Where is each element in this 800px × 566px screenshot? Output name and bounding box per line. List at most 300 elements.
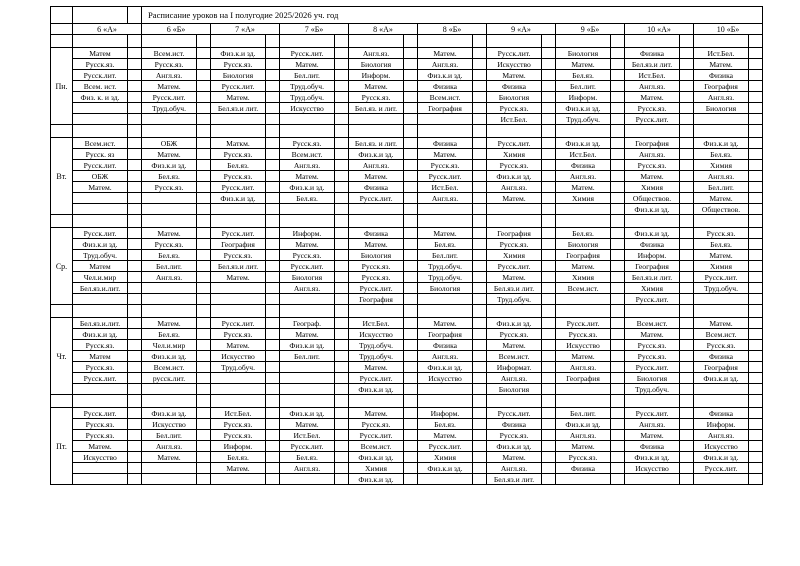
room-cell	[266, 228, 280, 239]
day-separator-row	[51, 35, 763, 48]
subject-cell: Матем	[73, 351, 128, 362]
room-cell	[404, 283, 418, 294]
subject-cell: Русск.яз.	[142, 239, 197, 250]
lesson-row	[51, 81, 763, 92]
empty-cell	[335, 35, 349, 48]
room-cell	[749, 318, 763, 329]
subject-cell: Бел.лит.	[280, 70, 335, 81]
empty-cell	[280, 215, 335, 228]
room-cell	[473, 362, 487, 373]
room-cell	[266, 81, 280, 92]
subject-cell: Химия	[556, 272, 611, 283]
subject-cell: Русск.яз.	[625, 103, 680, 114]
subject-cell: Бел.яз.и лит.	[625, 272, 680, 283]
room-cell	[197, 408, 211, 419]
subject-cell	[694, 474, 749, 485]
lesson-row	[51, 138, 763, 149]
empty-cell	[142, 215, 197, 228]
subject-cell: Ист.Бел.	[694, 48, 749, 59]
room-cell	[335, 351, 349, 362]
empty-cell	[404, 215, 418, 228]
subject-cell: Всем. ист.	[73, 81, 128, 92]
subject-cell: Бел.яз.	[418, 239, 473, 250]
room-cell	[266, 430, 280, 441]
subject-cell: Информ.	[349, 70, 404, 81]
subject-cell: Русск.яз.	[349, 261, 404, 272]
empty-cell	[51, 35, 73, 48]
empty-cell	[349, 35, 404, 48]
lesson-row	[51, 419, 763, 430]
subject-cell: Физ.к.и зд.	[142, 408, 197, 419]
subject-cell: Матем.	[211, 340, 266, 351]
subject-cell: География	[556, 250, 611, 261]
subject-cell: Русск.яз.	[211, 250, 266, 261]
lesson-row	[51, 329, 763, 340]
empty-cell	[680, 305, 694, 318]
subject-cell: Бел.яз.	[211, 160, 266, 171]
subject-cell: Всем.ист.	[418, 92, 473, 103]
subject-cell: Матем.	[280, 329, 335, 340]
subject-cell: Биология	[487, 92, 542, 103]
subject-cell: Физ.к.и зд.	[625, 204, 680, 215]
room-cell	[542, 103, 556, 114]
room-cell	[266, 204, 280, 215]
room-cell	[542, 272, 556, 283]
subject-cell	[73, 193, 128, 204]
room-cell	[197, 384, 211, 395]
subject-cell	[142, 384, 197, 395]
empty-cell	[556, 305, 611, 318]
room-cell	[680, 204, 694, 215]
subject-cell: Биология	[418, 283, 473, 294]
subject-cell: Искусство	[211, 351, 266, 362]
room-cell	[473, 70, 487, 81]
subject-cell: Матем.	[349, 171, 404, 182]
subject-cell: Физ.к.и зд.	[556, 419, 611, 430]
room-cell	[335, 70, 349, 81]
empty-cell	[418, 125, 473, 138]
room-cell	[611, 81, 625, 92]
room-cell	[266, 329, 280, 340]
empty-cell	[611, 215, 625, 228]
room-cell	[611, 373, 625, 384]
room-cell	[404, 193, 418, 204]
room-cell	[335, 362, 349, 373]
subject-cell: Матем.	[280, 59, 335, 70]
room-cell	[335, 452, 349, 463]
subject-cell: Русск.лит.	[556, 318, 611, 329]
room-cell	[128, 228, 142, 239]
lesson-row	[51, 103, 763, 114]
room-cell	[404, 228, 418, 239]
subject-cell: Физ.к.и зд.	[73, 239, 128, 250]
room-cell	[473, 114, 487, 125]
subject-cell: Русск.яз.	[142, 59, 197, 70]
empty-cell	[625, 215, 680, 228]
subject-cell: Химия	[349, 463, 404, 474]
empty-cell	[611, 35, 625, 48]
subject-cell: Англ.яз.	[487, 463, 542, 474]
subject-cell: Бел.яз.	[418, 419, 473, 430]
empty-cell	[128, 305, 142, 318]
subject-cell	[556, 204, 611, 215]
subject-cell	[418, 384, 473, 395]
room-cell	[542, 283, 556, 294]
corner-cell	[51, 7, 73, 24]
subject-cell: Матем.	[487, 272, 542, 283]
subject-cell	[211, 114, 266, 125]
room-cell	[473, 204, 487, 215]
room-cell	[473, 239, 487, 250]
subject-cell: Русск.яз.	[625, 340, 680, 351]
subject-cell: Физ.к.и зд.	[349, 474, 404, 485]
subject-cell: Русск.лит.	[349, 430, 404, 441]
room-cell	[404, 408, 418, 419]
room-cell	[749, 474, 763, 485]
subject-cell: Биология	[694, 103, 749, 114]
empty-cell	[556, 395, 611, 408]
subject-cell: Чел.и.мир	[142, 340, 197, 351]
room-cell	[404, 351, 418, 362]
subject-cell: Бел.лит.	[280, 351, 335, 362]
room-cell	[335, 250, 349, 261]
room-cell	[335, 149, 349, 160]
room-cell	[128, 193, 142, 204]
room-cell	[611, 114, 625, 125]
subject-cell: Англ.яз.	[142, 441, 197, 452]
subject-cell: Искусство	[349, 329, 404, 340]
room-cell	[749, 114, 763, 125]
room-cell	[128, 261, 142, 272]
empty-cell	[73, 125, 128, 138]
subject-cell: Физ.к.и зд.	[487, 441, 542, 452]
room-cell	[197, 228, 211, 239]
subject-cell: Русск.лит.	[418, 441, 473, 452]
subject-cell	[280, 474, 335, 485]
subject-cell: Химия	[487, 149, 542, 160]
room-cell	[266, 340, 280, 351]
room-cell	[542, 351, 556, 362]
subject-cell: Русск.лит.	[487, 261, 542, 272]
subject-cell: Бел.лит.	[556, 81, 611, 92]
empty-cell	[556, 125, 611, 138]
empty-cell	[625, 35, 680, 48]
class-header: 7 «Б»	[280, 24, 349, 35]
subject-cell: Русск.яз.	[73, 340, 128, 351]
subject-cell: Биология	[556, 239, 611, 250]
subject-cell: Русск.лит.	[211, 81, 266, 92]
subject-cell: Матем.	[142, 149, 197, 160]
subject-cell: Матем.	[556, 182, 611, 193]
room-cell	[611, 362, 625, 373]
subject-cell: Русск.лит.	[694, 463, 749, 474]
room-cell	[197, 272, 211, 283]
room-cell	[128, 250, 142, 261]
room-cell	[749, 149, 763, 160]
room-cell	[266, 474, 280, 485]
room-cell	[335, 373, 349, 384]
room-cell	[749, 182, 763, 193]
subject-cell: Труд.обуч.	[280, 81, 335, 92]
lesson-row	[51, 294, 763, 305]
subject-cell: Русск.лит.	[349, 283, 404, 294]
lesson-row	[51, 70, 763, 81]
subject-cell: Бел.лит.	[142, 261, 197, 272]
room-cell	[266, 384, 280, 395]
subject-cell: Бел.лит.	[418, 250, 473, 261]
subject-cell: Всем.ист.	[349, 441, 404, 452]
subject-cell: Матем.	[625, 92, 680, 103]
lesson-row	[51, 171, 763, 182]
subject-cell: Физика	[487, 81, 542, 92]
lesson-row	[51, 59, 763, 70]
subject-cell: Русск.лит.	[280, 261, 335, 272]
room-cell	[404, 48, 418, 59]
subject-cell: Матем.	[73, 441, 128, 452]
room-cell	[266, 419, 280, 430]
room-cell	[128, 373, 142, 384]
room-cell	[473, 48, 487, 59]
subject-cell: Русск.яз.	[211, 171, 266, 182]
lesson-row	[51, 114, 763, 125]
subject-cell: Физика	[694, 70, 749, 81]
room-cell	[611, 430, 625, 441]
subject-cell: Русск.яз.	[211, 430, 266, 441]
room-cell	[128, 103, 142, 114]
room-cell	[749, 272, 763, 283]
room-cell	[473, 474, 487, 485]
room-cell	[266, 318, 280, 329]
room-cell	[473, 272, 487, 283]
room-cell	[749, 92, 763, 103]
empty-cell	[349, 395, 404, 408]
empty-cell	[404, 305, 418, 318]
empty-cell	[404, 35, 418, 48]
empty-cell	[142, 35, 197, 48]
room-cell	[473, 250, 487, 261]
room-cell	[404, 340, 418, 351]
room-cell	[611, 250, 625, 261]
room-cell	[197, 239, 211, 250]
subject-cell: География	[694, 362, 749, 373]
subject-cell	[73, 463, 128, 474]
subject-cell: Бел.яз.	[280, 193, 335, 204]
subject-cell: Обществов.	[625, 193, 680, 204]
room-cell	[335, 272, 349, 283]
room-cell	[473, 329, 487, 340]
room-cell	[749, 329, 763, 340]
room-cell	[473, 441, 487, 452]
room-cell	[128, 204, 142, 215]
room-cell	[335, 81, 349, 92]
room-cell	[335, 384, 349, 395]
empty-cell	[128, 215, 142, 228]
room-cell	[335, 239, 349, 250]
room-cell	[680, 114, 694, 125]
subject-cell: Ист.Бел.	[211, 408, 266, 419]
subject-cell: Матем.	[418, 48, 473, 59]
subject-cell	[280, 362, 335, 373]
room-cell	[749, 362, 763, 373]
lesson-row	[51, 160, 763, 171]
subject-cell: Матем.	[487, 340, 542, 351]
empty-cell	[418, 305, 473, 318]
room-cell	[128, 48, 142, 59]
subject-cell: География	[418, 329, 473, 340]
room-cell	[197, 441, 211, 452]
subject-cell: Бел.яз.	[211, 452, 266, 463]
room-cell	[542, 81, 556, 92]
subject-cell: Матем.	[349, 239, 404, 250]
subject-cell: Всем.ист.	[694, 329, 749, 340]
room-cell	[611, 441, 625, 452]
subject-cell: География	[625, 261, 680, 272]
lesson-row	[51, 351, 763, 362]
subject-cell: Русск.яз.	[142, 182, 197, 193]
page-title: Расписание уроков на I полугодие 2025/2026 уч. год	[142, 7, 763, 24]
subject-cell: Труд.обуч.	[349, 351, 404, 362]
empty-cell	[335, 125, 349, 138]
room-cell	[266, 138, 280, 149]
subject-cell: Англ.яз.	[142, 70, 197, 81]
subject-cell: Искусство	[418, 373, 473, 384]
subject-cell: Бел.яз. и лит.	[349, 103, 404, 114]
subject-cell: Физ.к.и зд.	[625, 228, 680, 239]
day-label: Чт.	[51, 318, 73, 395]
class-header: 9 «А»	[487, 24, 556, 35]
subject-cell: Физ.к.и зд.	[694, 138, 749, 149]
subject-cell: Матем.	[280, 171, 335, 182]
subject-cell: Ист.Бел.	[625, 70, 680, 81]
room-cell	[266, 408, 280, 419]
room-cell	[611, 70, 625, 81]
empty-cell	[142, 305, 197, 318]
room-cell	[128, 441, 142, 452]
empty-cell	[542, 125, 556, 138]
room-cell	[128, 329, 142, 340]
empty-cell	[197, 215, 211, 228]
day-label: Вт.	[51, 138, 73, 215]
room-cell	[404, 261, 418, 272]
subject-cell: Матем.	[142, 228, 197, 239]
room-cell	[749, 351, 763, 362]
room-cell	[197, 138, 211, 149]
room-cell	[335, 329, 349, 340]
empty-cell	[542, 35, 556, 48]
subject-cell: Бел.лит.	[694, 182, 749, 193]
lesson-row	[51, 384, 763, 395]
subject-cell: Русск.лит.	[349, 373, 404, 384]
subject-cell: Матем.	[142, 452, 197, 463]
room-cell	[404, 182, 418, 193]
subject-cell: Бел.яз.	[280, 452, 335, 463]
subject-cell: Англ.яз.	[418, 193, 473, 204]
subject-cell: Русск.лит.	[487, 48, 542, 59]
empty-cell	[625, 125, 680, 138]
subject-cell	[142, 193, 197, 204]
room-cell	[542, 362, 556, 373]
class-header: 8 «А»	[349, 24, 418, 35]
room-cell	[680, 171, 694, 182]
room-cell	[680, 408, 694, 419]
empty-cell	[749, 125, 763, 138]
subject-cell: Труд.обуч.	[556, 114, 611, 125]
empty-cell	[211, 395, 266, 408]
lesson-row	[51, 283, 763, 294]
lesson-row	[51, 250, 763, 261]
room-cell	[473, 351, 487, 362]
lesson-row	[51, 362, 763, 373]
room-cell	[266, 149, 280, 160]
room-cell	[335, 228, 349, 239]
room-cell	[542, 408, 556, 419]
subject-cell: Физ.к.и зд.	[418, 70, 473, 81]
subject-cell: Физика	[625, 239, 680, 250]
subject-cell: Химия	[694, 261, 749, 272]
room-cell	[197, 430, 211, 441]
empty-cell	[473, 125, 487, 138]
subject-cell: Бел.яз.и лит.	[211, 103, 266, 114]
subject-cell: Русск.лит.	[625, 362, 680, 373]
empty-cell	[418, 35, 473, 48]
subject-cell: Географ.	[280, 318, 335, 329]
subject-cell: Матем.	[694, 59, 749, 70]
subject-cell: Русск.лит.	[142, 92, 197, 103]
subject-cell: Англ.яз.	[556, 362, 611, 373]
empty-cell	[280, 305, 335, 318]
room-cell	[266, 171, 280, 182]
room-cell	[542, 193, 556, 204]
room-cell	[749, 193, 763, 204]
room-cell	[680, 160, 694, 171]
room-cell	[542, 138, 556, 149]
subject-cell: Матем.	[211, 463, 266, 474]
subject-cell: География	[349, 294, 404, 305]
class-header-row	[51, 24, 763, 35]
empty-cell	[625, 305, 680, 318]
room-cell	[680, 228, 694, 239]
room-cell	[335, 204, 349, 215]
subject-cell	[73, 294, 128, 305]
subject-cell: Искусство	[625, 463, 680, 474]
room-cell	[404, 318, 418, 329]
room-cell	[542, 114, 556, 125]
room-cell	[749, 430, 763, 441]
subject-cell: Русск.лит.	[280, 48, 335, 59]
room-cell	[266, 452, 280, 463]
room-cell	[680, 193, 694, 204]
subject-cell: Матем.	[556, 261, 611, 272]
empty-cell	[680, 215, 694, 228]
subject-cell: Бел.яз.	[142, 329, 197, 340]
room-cell	[611, 294, 625, 305]
room-cell	[611, 59, 625, 70]
room-cell	[680, 430, 694, 441]
subject-cell: Русск.яз.	[625, 160, 680, 171]
subject-cell: Англ.яз.	[694, 92, 749, 103]
lesson-row	[51, 373, 763, 384]
room-cell	[473, 138, 487, 149]
subject-cell: Труд.обуч.	[211, 362, 266, 373]
subject-cell: География	[625, 138, 680, 149]
subject-cell: Биология	[625, 373, 680, 384]
subject-cell: Физика	[556, 160, 611, 171]
room-cell	[197, 261, 211, 272]
room-cell	[473, 463, 487, 474]
room-cell	[749, 373, 763, 384]
lesson-row	[51, 149, 763, 160]
subject-cell: Матем.	[487, 452, 542, 463]
